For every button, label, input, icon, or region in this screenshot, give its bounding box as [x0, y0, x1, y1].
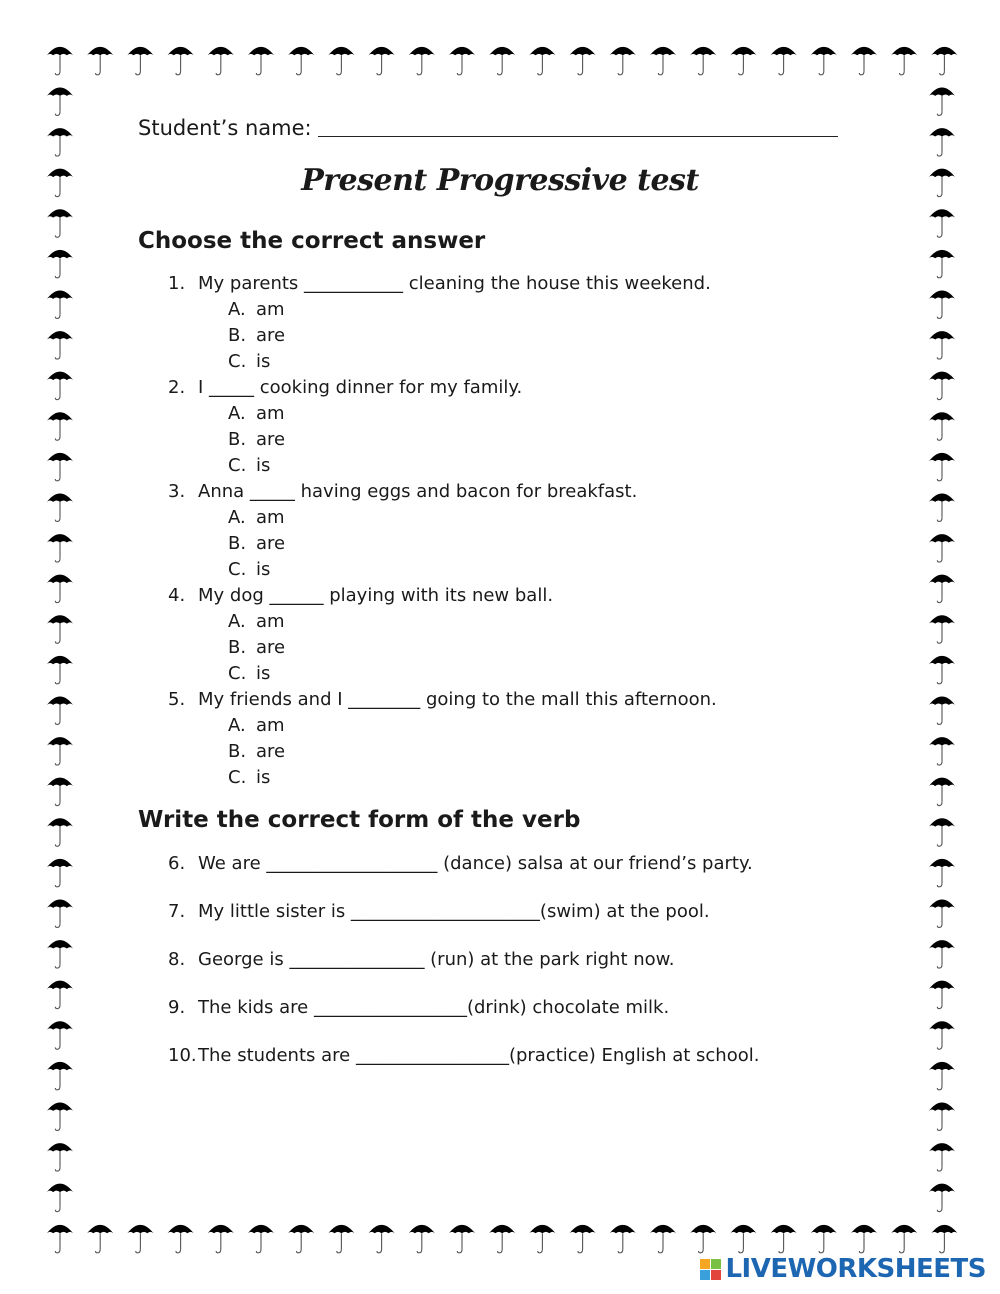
- question-6[interactable]: 6. We are ___________________ (dance) salsa at our friend’s party.: [168, 853, 753, 874]
- option-2b[interactable]: B. are: [228, 429, 286, 450]
- umbrella-icon: [47, 453, 73, 481]
- umbrella-icon: [851, 1225, 877, 1253]
- umbrella-icon: [369, 47, 395, 75]
- umbrella-icon: [47, 1102, 73, 1130]
- student-name-line: [138, 116, 838, 140]
- question-text: My little sister is _____________________(swim) at the pool.: [198, 901, 710, 922]
- umbrella-icon: [929, 1184, 955, 1212]
- umbrella-icon: [47, 899, 73, 927]
- umbrella-icon: [47, 981, 73, 1009]
- umbrella-icon: [929, 615, 955, 643]
- umbrella-icon: [208, 1225, 234, 1253]
- umbrella-icon: [929, 331, 955, 359]
- umbrella-icon: [929, 87, 955, 115]
- option-4b[interactable]: B. are: [228, 637, 286, 658]
- umbrella-icon: [929, 575, 955, 603]
- umbrella-icon: [409, 47, 435, 75]
- option-1c[interactable]: C. is: [228, 351, 271, 372]
- umbrella-icon: [248, 1225, 274, 1253]
- umbrella-icon: [929, 737, 955, 765]
- umbrella-icon: [168, 1225, 194, 1253]
- umbrella-icon: [47, 818, 73, 846]
- question-4: 4. My dog ______ playing with its new ball.: [168, 585, 554, 606]
- question-text: My parents ___________ cleaning the house this weekend.: [198, 273, 711, 294]
- umbrella-icon: [47, 250, 73, 278]
- umbrella-icon: [208, 47, 234, 75]
- umbrella-icon: [929, 1062, 955, 1090]
- umbrella-icon: [851, 47, 877, 75]
- umbrella-icon: [891, 1225, 917, 1253]
- umbrella-icon: [929, 1021, 955, 1049]
- umbrella-icon: [610, 47, 636, 75]
- umbrella-icon: [47, 331, 73, 359]
- option-3b[interactable]: B. are: [228, 533, 286, 554]
- question-9[interactable]: 9. The kids are _________________(drink) chocolate milk.: [168, 997, 670, 1018]
- umbrella-icon: [47, 656, 73, 684]
- section1-heading: Choose the correct answer: [138, 228, 486, 254]
- umbrella-icon: [127, 47, 153, 75]
- umbrella-icon: [409, 1225, 435, 1253]
- option-5a[interactable]: A. am: [228, 715, 285, 736]
- question-1: 1. My parents ___________ cleaning the house this weekend.: [168, 273, 711, 294]
- umbrella-icon: [47, 940, 73, 968]
- umbrella-icon: [771, 47, 797, 75]
- umbrella-icon: [288, 1225, 314, 1253]
- umbrella-icon: [931, 47, 957, 75]
- umbrella-icon: [47, 87, 73, 115]
- umbrella-icon: [929, 372, 955, 400]
- student-name-label: Student’s name:: [138, 116, 312, 140]
- umbrella-icon: [47, 128, 73, 156]
- option-1a[interactable]: A. am: [228, 299, 285, 320]
- umbrella-icon: [929, 696, 955, 724]
- umbrella-icon: [929, 128, 955, 156]
- umbrella-icon: [87, 47, 113, 75]
- umbrella-icon: [47, 1225, 73, 1253]
- umbrella-icon: [47, 47, 73, 75]
- umbrella-icon: [929, 250, 955, 278]
- liveworksheets-mark-icon: [700, 1259, 721, 1280]
- question-5: 5. My friends and I ________ going to the mall this afternoon.: [168, 689, 717, 710]
- question-3: 3. Anna _____ having eggs and bacon for breakfast.: [168, 481, 638, 502]
- umbrella-icon: [570, 1225, 596, 1253]
- section2-heading: Write the correct form of the verb: [138, 807, 581, 833]
- umbrella-icon: [47, 737, 73, 765]
- umbrella-icon: [610, 1225, 636, 1253]
- umbrella-icon: [929, 778, 955, 806]
- umbrella-icon: [811, 47, 837, 75]
- umbrella-icon: [929, 412, 955, 440]
- umbrella-icon: [730, 47, 756, 75]
- umbrella-icon: [771, 1225, 797, 1253]
- question-7[interactable]: 7. My little sister is _____________________(swim) at the pool.: [168, 901, 710, 922]
- umbrella-icon: [929, 209, 955, 237]
- umbrella-icon: [650, 47, 676, 75]
- student-name-field[interactable]: [318, 116, 838, 137]
- question-text: Anna _____ having eggs and bacon for breakfast.: [198, 481, 638, 502]
- option-1b[interactable]: B. are: [228, 325, 286, 346]
- umbrella-icon: [929, 290, 955, 318]
- umbrella-icon: [47, 615, 73, 643]
- question-2: 2. I _____ cooking dinner for my family.: [168, 377, 523, 398]
- option-3c[interactable]: C. is: [228, 559, 271, 580]
- umbrella-icon: [929, 534, 955, 562]
- umbrella-icon: [47, 493, 73, 521]
- umbrella-icon: [168, 47, 194, 75]
- umbrella-icon: [529, 1225, 555, 1253]
- umbrella-icon: [929, 899, 955, 927]
- umbrella-icon: [489, 1225, 515, 1253]
- umbrella-icon: [47, 859, 73, 887]
- umbrella-icon: [570, 47, 596, 75]
- umbrella-icon: [47, 534, 73, 562]
- question-8[interactable]: 8. George is _______________ (run) at the park right now.: [168, 949, 675, 970]
- liveworksheets-logo: [700, 1254, 986, 1284]
- umbrella-icon: [449, 47, 475, 75]
- umbrella-icon: [929, 818, 955, 846]
- umbrella-icon: [929, 1102, 955, 1130]
- page-title: Present Progressive test: [301, 163, 699, 198]
- umbrella-icon: [47, 290, 73, 318]
- option-2c[interactable]: C. is: [228, 455, 271, 476]
- question-text: The students are _________________(practice) English at school.: [198, 1045, 760, 1066]
- question-10[interactable]: 10.The students are _________________(practice) English at school.: [168, 1045, 760, 1066]
- umbrella-icon: [47, 372, 73, 400]
- umbrella-icon: [47, 1021, 73, 1049]
- umbrella-icon: [529, 47, 555, 75]
- umbrella-icon: [929, 859, 955, 887]
- umbrella-icon: [931, 1225, 957, 1253]
- umbrella-icon: [929, 940, 955, 968]
- umbrella-icon: [650, 1225, 676, 1253]
- option-5c[interactable]: C. is: [228, 767, 271, 788]
- umbrella-icon: [929, 981, 955, 1009]
- umbrella-icon: [127, 1225, 153, 1253]
- question-text: My dog ______ playing with its new ball.: [198, 585, 554, 606]
- umbrella-icon: [929, 493, 955, 521]
- umbrella-icon: [489, 47, 515, 75]
- umbrella-icon: [47, 778, 73, 806]
- umbrella-icon: [248, 47, 274, 75]
- umbrella-icon: [690, 1225, 716, 1253]
- question-text: I _____ cooking dinner for my family.: [198, 377, 523, 398]
- umbrella-icon: [47, 209, 73, 237]
- umbrella-icon: [891, 47, 917, 75]
- umbrella-icon: [328, 1225, 354, 1253]
- umbrella-icon: [929, 453, 955, 481]
- umbrella-icon: [47, 1143, 73, 1171]
- umbrella-icon: [47, 575, 73, 603]
- umbrella-icon: [811, 1225, 837, 1253]
- umbrella-icon: [288, 47, 314, 75]
- umbrella-icon: [87, 1225, 113, 1253]
- question-text: We are ___________________ (dance) salsa at our friend’s party.: [198, 853, 753, 874]
- option-3a[interactable]: A. am: [228, 507, 285, 528]
- umbrella-icon: [929, 656, 955, 684]
- umbrella-icon: [47, 1062, 73, 1090]
- question-text: My friends and I ________ going to the mall this afternoon.: [198, 689, 717, 710]
- umbrella-icon: [47, 1184, 73, 1212]
- option-2a[interactable]: A. am: [228, 403, 285, 424]
- umbrella-icon: [47, 412, 73, 440]
- brand-text: LIVEWORKSHEETS: [725, 1254, 986, 1284]
- umbrella-icon: [690, 47, 716, 75]
- question-text: The kids are _________________(drink) chocolate milk.: [198, 997, 670, 1018]
- option-5b[interactable]: B. are: [228, 741, 286, 762]
- umbrella-icon: [328, 47, 354, 75]
- umbrella-icon: [449, 1225, 475, 1253]
- option-4a[interactable]: A. am: [228, 611, 285, 632]
- umbrella-icon: [47, 696, 73, 724]
- umbrella-icon: [730, 1225, 756, 1253]
- umbrella-icon: [369, 1225, 395, 1253]
- umbrella-icon: [929, 1143, 955, 1171]
- question-text: George is _______________ (run) at the park right now.: [198, 949, 675, 970]
- option-4c[interactable]: C. is: [228, 663, 271, 684]
